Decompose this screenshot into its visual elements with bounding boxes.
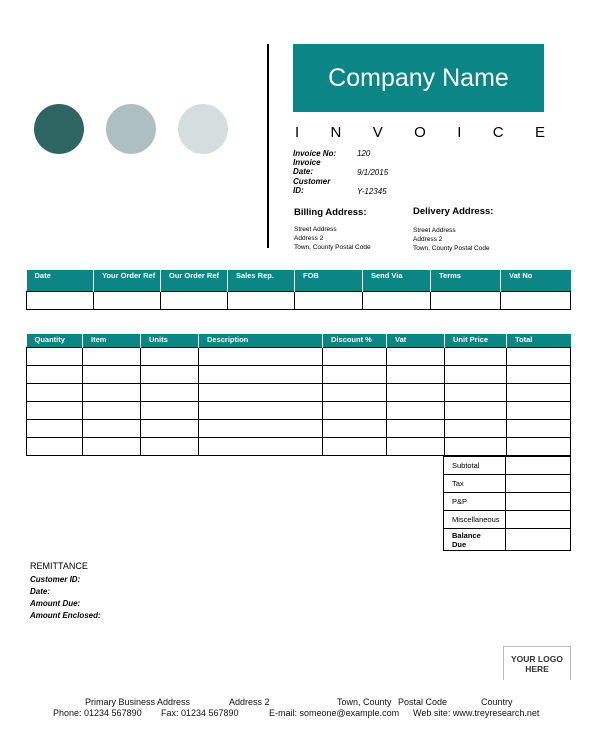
order-cell[interactable] xyxy=(94,291,161,309)
invoice-letter: E xyxy=(534,124,545,141)
customer-id-value: Y-12345 xyxy=(357,187,387,196)
delivery-heading: Delivery Address: xyxy=(413,206,494,217)
totals-label-cell xyxy=(444,493,506,511)
invoice-date-label-1: Invoice xyxy=(293,158,321,167)
item-cell[interactable] xyxy=(199,365,323,383)
footer-email[interactable]: E-mail: someone@example.com xyxy=(269,708,400,718)
invoice-letter: V xyxy=(372,124,383,141)
billing-address xyxy=(294,225,371,252)
footer-website[interactable]: Web site: www.treyresearch.net xyxy=(413,708,540,718)
item-cell[interactable] xyxy=(323,383,387,401)
delivery-line: Town, County Postal Code xyxy=(413,245,490,252)
company-name: Company Name xyxy=(293,44,544,112)
item-cell[interactable] xyxy=(27,401,83,419)
item-cell[interactable] xyxy=(141,437,199,455)
item-cell[interactable] xyxy=(323,419,387,437)
order-cell[interactable] xyxy=(27,291,94,309)
item-cell[interactable] xyxy=(27,437,83,455)
totals-table xyxy=(443,456,571,551)
totals-label-cell xyxy=(444,529,506,551)
item-cell[interactable] xyxy=(83,383,141,401)
order-cell[interactable] xyxy=(363,291,431,309)
footer-fax: Fax: 01234 567890 xyxy=(161,708,239,718)
order-cell[interactable] xyxy=(228,291,295,309)
item-cell[interactable] xyxy=(445,419,507,437)
footer-town: Town, County xyxy=(337,697,392,707)
item-cell[interactable] xyxy=(387,365,445,383)
subtotal-value[interactable] xyxy=(506,457,571,475)
remit-customer-id: Customer ID: xyxy=(30,575,81,584)
misc-value[interactable] xyxy=(506,511,571,529)
billing-line: Address 2 xyxy=(294,235,324,242)
item-cell[interactable] xyxy=(141,365,199,383)
tax-value[interactable] xyxy=(506,475,571,493)
item-cell[interactable] xyxy=(507,419,571,437)
item-cell[interactable] xyxy=(83,437,141,455)
items-table xyxy=(26,334,571,456)
footer-address: Primary Business Address xyxy=(85,697,191,707)
items-header: Discount % xyxy=(323,334,387,347)
invoice-letter: I xyxy=(295,124,300,141)
item-cell[interactable] xyxy=(199,419,323,437)
invoice-letter: I xyxy=(457,124,462,141)
order-header: Our Order Ref xyxy=(161,270,228,291)
invoice-letter: O xyxy=(414,124,426,141)
pp-value[interactable] xyxy=(506,493,571,511)
item-cell[interactable] xyxy=(199,437,323,455)
item-cell[interactable] xyxy=(199,383,323,401)
order-header: Vat No xyxy=(501,270,571,291)
order-info-table xyxy=(26,270,571,310)
item-cell[interactable] xyxy=(141,401,199,419)
item-cell[interactable] xyxy=(83,347,141,365)
customer-id-label-2: ID: xyxy=(293,186,304,195)
item-cell[interactable] xyxy=(445,347,507,365)
remit-date: Date: xyxy=(30,587,51,596)
item-cell[interactable] xyxy=(507,437,571,455)
footer-country: Country xyxy=(481,697,513,707)
item-cell[interactable] xyxy=(27,419,83,437)
items-header: Vat xyxy=(387,334,445,347)
item-cell[interactable] xyxy=(27,347,83,365)
item-cell[interactable] xyxy=(323,401,387,419)
order-header: Sales Rep. xyxy=(228,270,295,291)
totals-label-cell xyxy=(444,475,506,493)
balance-value[interactable] xyxy=(506,529,571,551)
balance-label-2: Due xyxy=(452,539,467,549)
item-cell[interactable] xyxy=(27,383,83,401)
footer-address2: Address 2 xyxy=(229,697,270,707)
customer-id-label-1: Customer xyxy=(293,177,331,186)
item-cell[interactable] xyxy=(323,365,387,383)
item-cell[interactable] xyxy=(507,365,571,383)
delivery-line: Address 2 xyxy=(413,236,443,243)
item-cell[interactable] xyxy=(445,365,507,383)
order-header: Send Via xyxy=(363,270,431,291)
items-header: Description xyxy=(199,334,323,347)
order-cell[interactable] xyxy=(431,291,501,309)
item-cell[interactable] xyxy=(387,419,445,437)
item-cell[interactable] xyxy=(507,383,571,401)
invoice-date-value: 9/1/2015 xyxy=(357,168,389,177)
item-cell[interactable] xyxy=(141,347,199,365)
remit-amount-enclosed: Amount Enclosed: xyxy=(30,611,101,620)
invoice-letter: C xyxy=(492,124,504,141)
order-cell[interactable] xyxy=(161,291,228,309)
item-cell[interactable] xyxy=(323,437,387,455)
delivery-address xyxy=(413,226,490,253)
invoice-letter: N xyxy=(330,124,342,141)
order-cell[interactable] xyxy=(501,291,571,309)
balance-label-1: Balance xyxy=(452,530,481,540)
item-cell[interactable] xyxy=(199,401,323,419)
item-cell[interactable] xyxy=(141,419,199,437)
order-header: Date xyxy=(27,270,94,291)
order-header: Your Order Ref xyxy=(94,270,161,291)
tax-label: Tax xyxy=(452,479,464,488)
circle-mid xyxy=(106,104,156,154)
billing-line: Town, County Postal Code xyxy=(294,244,371,251)
item-cell[interactable] xyxy=(387,383,445,401)
item-cell[interactable] xyxy=(387,347,445,365)
item-cell[interactable] xyxy=(387,437,445,455)
logo-placeholder xyxy=(503,646,571,680)
items-header: Item xyxy=(83,334,141,347)
delivery-line: Street Address xyxy=(413,227,456,234)
footer-phone: Phone: 01234 567890 xyxy=(53,708,142,718)
billing-line: Street Address xyxy=(294,226,337,233)
item-cell[interactable] xyxy=(323,347,387,365)
item-cell[interactable] xyxy=(445,401,507,419)
billing-heading: Billing Address: xyxy=(294,207,367,218)
invoice-no-value: 120 xyxy=(357,149,371,158)
footer-postal: Postal Code xyxy=(398,697,448,707)
divider-line xyxy=(267,44,269,248)
item-cell[interactable] xyxy=(445,437,507,455)
item-cell[interactable] xyxy=(83,419,141,437)
item-cell[interactable] xyxy=(445,383,507,401)
item-cell[interactable] xyxy=(83,401,141,419)
item-cell[interactable] xyxy=(27,365,83,383)
remit-amount-due: Amount Due: xyxy=(30,599,81,608)
items-header: Quantity xyxy=(27,334,83,347)
remittance-title: REMITTANCE xyxy=(30,561,88,571)
items-header: Unit Price xyxy=(445,334,507,347)
order-cell[interactable] xyxy=(295,291,363,309)
invoice-date-label-2: Date: xyxy=(293,167,314,176)
logo-line: YOUR LOGO xyxy=(511,653,563,664)
item-cell[interactable] xyxy=(507,401,571,419)
item-cell[interactable] xyxy=(199,347,323,365)
items-header: Units xyxy=(141,334,199,347)
subtotal-label: Subtotal xyxy=(452,461,480,470)
item-cell[interactable] xyxy=(141,383,199,401)
order-header: FOB xyxy=(295,270,363,291)
circle-light xyxy=(178,104,228,154)
totals-label-cell xyxy=(444,511,506,529)
item-cell[interactable] xyxy=(507,347,571,365)
items-header: Total xyxy=(507,334,571,347)
pp-label: P&P xyxy=(452,497,468,506)
circle-dark xyxy=(34,104,84,154)
item-cell[interactable] xyxy=(387,401,445,419)
misc-label: Miscellaneous xyxy=(452,515,500,524)
order-header: Terms xyxy=(431,270,501,291)
item-cell[interactable] xyxy=(83,365,141,383)
logo-line: HERE xyxy=(525,663,549,674)
invoice-no-label: Invoice No: xyxy=(293,149,337,158)
totals-label-cell xyxy=(444,457,506,475)
invoice-title xyxy=(295,124,545,141)
